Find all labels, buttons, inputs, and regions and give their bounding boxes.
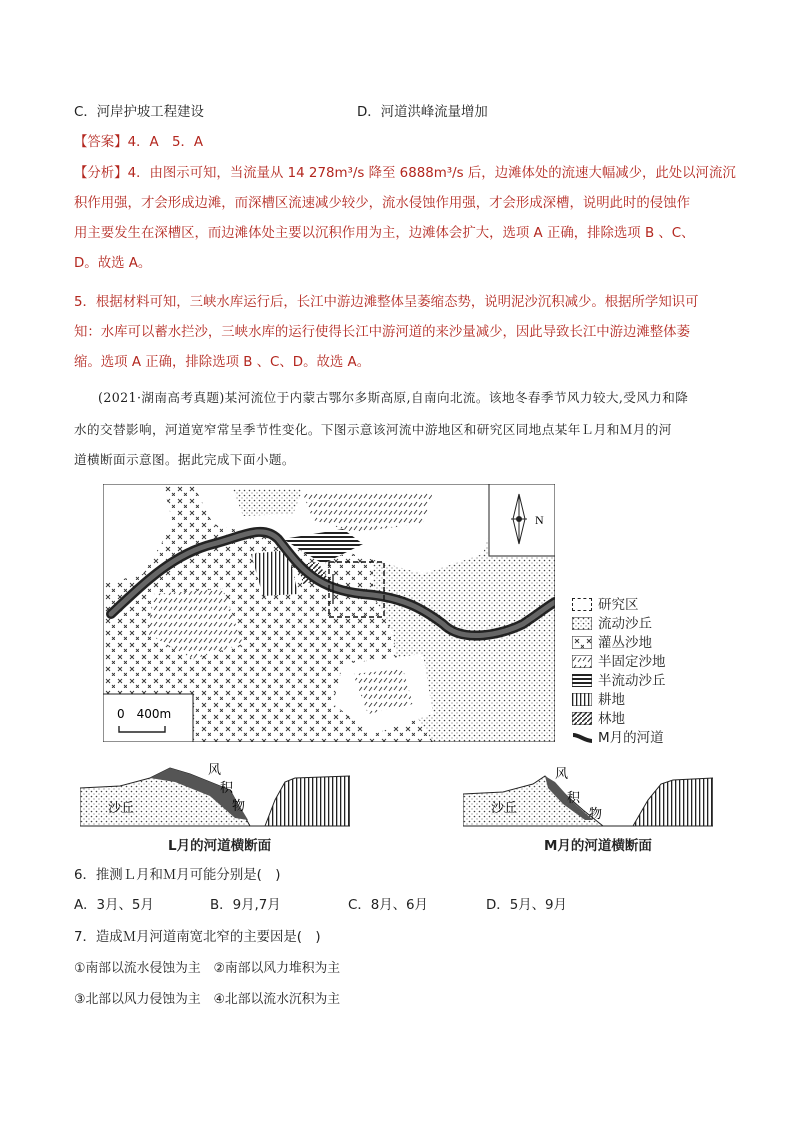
- q6-option-d: D．5月、9月: [486, 898, 567, 913]
- legend-shrub-sand-icon: [572, 636, 592, 649]
- section-m-wind-1: 风: [555, 767, 569, 782]
- legend-river-label: M月的河道: [598, 730, 664, 746]
- compass-label: N: [535, 513, 544, 527]
- legend-research-icon: [572, 598, 592, 611]
- legend-woodland-label: 林地: [598, 711, 625, 727]
- analysis-tag: 【分析】: [74, 166, 128, 181]
- section-l-sand-label: 沙丘: [108, 801, 135, 816]
- legend-farmland-label: 耕地: [598, 692, 625, 708]
- section-m-caption: M月的河道横断面: [544, 838, 652, 854]
- legend-semi-fixed-icon: [572, 655, 592, 668]
- analysis-text-1: 4．由图示可知，当流量从 14 278m³/s 降至 6888m³/s 后，边滩体处的流速大幅减少，此处以河流沉: [127, 166, 736, 181]
- section-l-bank: [265, 776, 350, 826]
- q6-option-b: B．9月,7月: [210, 898, 281, 913]
- analysis-line-1: [74, 164, 736, 184]
- option-c: C．河岸护坡工程建设: [74, 105, 204, 120]
- analysis-line-2: 积作用强，才会形成边滩，而深槽区流速减少较少，流水侵蚀作用强，才会形成深槽，说明此时的侵蚀作: [74, 196, 690, 211]
- legend-research-label: 研究区: [598, 597, 639, 613]
- section-l: [80, 760, 350, 832]
- section-m-wind-3: 物: [589, 807, 603, 822]
- legend-woodland-icon: [572, 712, 592, 725]
- map-figure: [103, 484, 555, 742]
- answer-text: 4．A 5．A: [127, 135, 204, 150]
- analysis-line-5: 5．根据材料可知，三峡水库运行后，长江中游边滩整体呈萎缩态势，说明泥沙沉积减少。根据所学知识可: [74, 295, 699, 310]
- flowing-dune-top: [233, 489, 303, 516]
- analysis-line-6: 知：水库可以蓄水拦沙，三峡水库的运行使得长江中游河道的来沙量减少，因此导致长江中游边滩整体萎: [74, 325, 690, 340]
- section-m-sand-label: 沙丘: [491, 801, 518, 816]
- land-use-map: [103, 484, 555, 742]
- material-line-1: (2021·湖南高考真题)某河流位于内蒙古鄂尔多斯高原,自南向北流。该地冬春季节风力较大,受风力和降: [98, 390, 689, 405]
- material-line-2: 水的交替影响，河道宽窄常呈季节性变化。下图示意该河流中游地区和研究区同地点某年Ｌ月和Ｍ月的河: [74, 422, 672, 437]
- section-m-diagram: [463, 760, 713, 832]
- section-m: [463, 760, 713, 832]
- scale-label: 0 400m: [117, 707, 172, 721]
- q6-option-a: A．3月、5月: [74, 898, 154, 913]
- legend-semi-flowing-icon: [572, 674, 592, 687]
- legend-flowing-dune-icon: [572, 617, 592, 630]
- analysis-line-7: 缩。选项 A 正确，排除选项 B 、C、D。故选 A。: [74, 355, 371, 370]
- q7-choices-1: ①南部以流水侵蚀为主 ②南部以风力堆积为主: [74, 961, 341, 976]
- analysis-line-4: D。故选 A。: [74, 256, 152, 271]
- section-m-dune: [463, 776, 603, 826]
- legend-semi-flowing-label: 半流动沙丘: [598, 673, 666, 689]
- legend-semi-fixed-label: 半固定沙地: [598, 654, 666, 670]
- q6-option-c: C．8月、6月: [348, 898, 428, 913]
- section-l-wind-3: 物: [232, 799, 246, 814]
- q7-stem: 7．造成Ｍ月河道南宽北窄的主要因是( ): [74, 930, 321, 945]
- section-m-wind-2: 积: [567, 791, 581, 806]
- q7-choices-2: ③北部以风力侵蚀为主 ④北部以流水沉积为主: [74, 992, 341, 1007]
- legend-river-icon: [572, 731, 592, 744]
- legend-shrub-sand-label: 灌丛沙地: [598, 635, 652, 651]
- option-d: D．河道洪峰流量增加: [357, 105, 488, 120]
- material-line-3: 道横断面示意图。据此完成下面小题。: [74, 452, 295, 467]
- section-m-bank: [633, 778, 713, 826]
- answer-line: [74, 133, 203, 153]
- legend-flowing-dune-label: 流动沙丘: [598, 616, 652, 632]
- section-l-caption: L月的河道横断面: [168, 838, 272, 854]
- section-l-wind-1: 风: [208, 763, 222, 778]
- q6-stem: 6．推测Ｌ月和Ｍ月可能分别是( ): [74, 868, 281, 883]
- analysis-line-3: 用主要发生在深槽区，而边滩体处主要以沉积作用为主，边滩体会扩大，选项 A 正确，排除选项 B 、C、: [74, 226, 695, 241]
- section-l-wind-2: 积: [220, 781, 234, 796]
- section-l-diagram: [80, 760, 350, 832]
- legend-farmland-icon: [572, 693, 592, 706]
- answer-tag: 【答案】: [74, 135, 128, 150]
